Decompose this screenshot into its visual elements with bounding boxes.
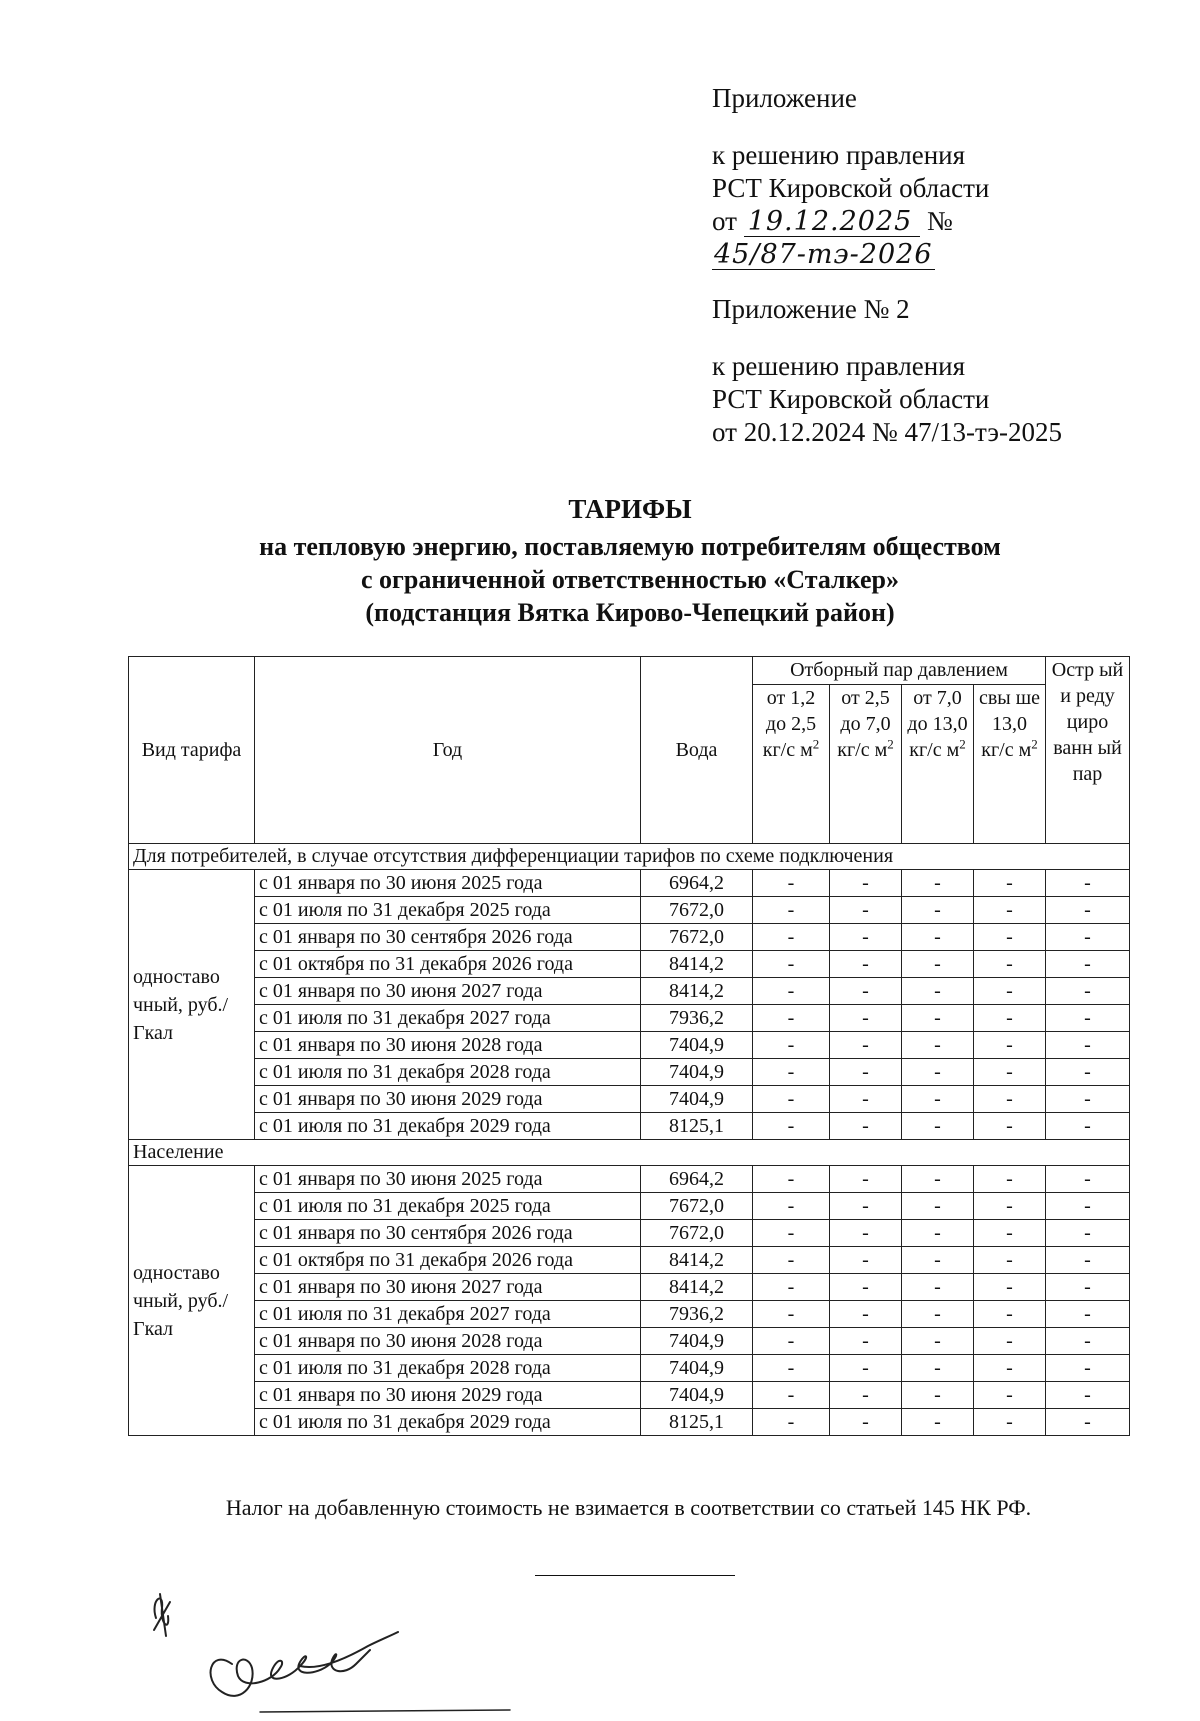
empty-dash: - [830, 1113, 902, 1140]
empty-dash: - [1046, 1382, 1130, 1409]
water-value: 8414,2 [641, 951, 753, 978]
water-value: 7936,2 [641, 1005, 753, 1032]
period-cell: с 01 января по 30 июня 2025 года [255, 1166, 641, 1193]
closing-rule [535, 1575, 735, 1576]
empty-dash: - [902, 1193, 974, 1220]
empty-dash: - [753, 1409, 830, 1436]
header-row-1 [129, 657, 1130, 685]
empty-dash: - [974, 1005, 1046, 1032]
empty-dash: - [753, 1301, 830, 1328]
empty-dash: - [830, 1382, 902, 1409]
header-steam-4: свы ше 13,0 кг/с $м^2$ [974, 685, 1046, 844]
empty-dash: - [974, 1328, 1046, 1355]
empty-dash: - [830, 1247, 902, 1274]
empty-dash: - [753, 1274, 830, 1301]
empty-dash: - [830, 1220, 902, 1247]
table-row [129, 1113, 1130, 1140]
water-value: 8125,1 [641, 1113, 753, 1140]
section-row [129, 1140, 1130, 1166]
table-row [129, 1059, 1130, 1086]
empty-dash: - [974, 1193, 1046, 1220]
section-title: Население [129, 1140, 1130, 1166]
period-cell: с 01 июля по 31 декабря 2027 года [255, 1301, 641, 1328]
appendix-2-authority: РСТ Кировской области [712, 384, 990, 414]
empty-dash: - [753, 1059, 830, 1086]
number-sign: № [927, 206, 953, 236]
empty-dash: - [902, 1247, 974, 1274]
empty-dash: - [974, 1301, 1046, 1328]
handwritten-date: 19.12.2025 [744, 208, 921, 237]
empty-dash: - [830, 897, 902, 924]
water-value: 7404,9 [641, 1382, 753, 1409]
empty-dash: - [1046, 1220, 1130, 1247]
empty-dash: - [1046, 1005, 1130, 1032]
period-cell: с 01 января по 30 июня 2027 года [255, 1274, 641, 1301]
water-value: 7672,0 [641, 924, 753, 951]
empty-dash: - [974, 1113, 1046, 1140]
table-row [129, 897, 1130, 924]
section-title: Для потребителей, в случае отсутствия дифференциации тарифов по схеме подключения [129, 844, 1130, 870]
table-row [129, 1086, 1130, 1113]
empty-dash: - [902, 1409, 974, 1436]
empty-dash: - [974, 951, 1046, 978]
empty-dash: - [830, 1032, 902, 1059]
table-row [129, 870, 1130, 897]
period-cell: с 01 января по 30 июня 2027 года [255, 978, 641, 1005]
empty-dash: - [1046, 924, 1130, 951]
empty-dash: - [753, 1355, 830, 1382]
empty-dash: - [753, 924, 830, 951]
appendix-title: Приложение [712, 83, 857, 113]
from-prefix: от [712, 206, 737, 236]
period-cell: с 01 июля по 31 декабря 2029 года [255, 1409, 641, 1436]
table-row [129, 1166, 1130, 1193]
empty-dash: - [830, 1086, 902, 1113]
empty-dash: - [753, 1382, 830, 1409]
empty-dash: - [902, 1059, 974, 1086]
table-row [129, 978, 1130, 1005]
empty-dash: - [753, 870, 830, 897]
period-cell: с 01 января по 30 июня 2028 года [255, 1032, 641, 1059]
water-value: 7404,9 [641, 1328, 753, 1355]
empty-dash: - [753, 1005, 830, 1032]
empty-dash: - [902, 1113, 974, 1140]
empty-dash: - [830, 924, 902, 951]
empty-dash: - [753, 1113, 830, 1140]
empty-dash: - [974, 1220, 1046, 1247]
appendix-2-title: Приложение № 2 [712, 294, 910, 324]
empty-dash: - [902, 1032, 974, 1059]
water-value: 8414,2 [641, 978, 753, 1005]
empty-dash: - [830, 1274, 902, 1301]
tariff-kind: одноставо чный, руб./Гкал [129, 870, 255, 1140]
empty-dash: - [974, 897, 1046, 924]
tariff-kind: одноставо чный, руб./Гкал [129, 1166, 255, 1436]
empty-dash: - [1046, 1247, 1130, 1274]
title-line-1: на тепловую энергию, поставляемую потребителям обществом [259, 532, 1001, 561]
period-cell: с 01 июля по 31 декабря 2027 года [255, 1005, 641, 1032]
empty-dash: - [1046, 1328, 1130, 1355]
empty-dash: - [1046, 1113, 1130, 1140]
empty-dash: - [974, 1059, 1046, 1086]
water-value: 8414,2 [641, 1247, 753, 1274]
section-row [129, 844, 1130, 870]
water-value: 8414,2 [641, 1274, 753, 1301]
empty-dash: - [830, 1355, 902, 1382]
empty-dash: - [753, 1193, 830, 1220]
empty-dash: - [974, 1355, 1046, 1382]
table-row [129, 1005, 1130, 1032]
water-value: 8125,1 [641, 1409, 753, 1436]
empty-dash: - [974, 1409, 1046, 1436]
empty-dash: - [1046, 870, 1130, 897]
empty-dash: - [1046, 1409, 1130, 1436]
period-cell: с 01 июля по 31 декабря 2028 года [255, 1355, 641, 1382]
header-steam-2: от 2,5 до 7,0 кг/с $м^2$ [830, 685, 902, 844]
table-row [129, 1274, 1130, 1301]
period-cell: с 01 января по 30 июня 2028 года [255, 1328, 641, 1355]
empty-dash: - [902, 1005, 974, 1032]
title-line-3: (подстанция Вятка Кирово-Чепецкий район) [365, 598, 895, 627]
water-value: 7672,0 [641, 1193, 753, 1220]
tariffs-table [128, 656, 1130, 1436]
empty-dash: - [753, 1032, 830, 1059]
table-row [129, 1328, 1130, 1355]
empty-dash: - [974, 1086, 1046, 1113]
empty-dash: - [974, 870, 1046, 897]
water-value: 7936,2 [641, 1301, 753, 1328]
empty-dash: - [902, 924, 974, 951]
empty-dash: - [902, 1220, 974, 1247]
empty-dash: - [974, 1382, 1046, 1409]
table-row [129, 1355, 1130, 1382]
table-row [129, 1247, 1130, 1274]
table-row [129, 1032, 1130, 1059]
tariffs-body [129, 844, 1130, 1436]
empty-dash: - [1046, 1274, 1130, 1301]
period-cell: с 01 января по 30 июня 2025 года [255, 870, 641, 897]
period-cell: с 01 октября по 31 декабря 2026 года [255, 951, 641, 978]
empty-dash: - [830, 1328, 902, 1355]
empty-dash: - [974, 924, 1046, 951]
water-value: 7672,0 [641, 1220, 753, 1247]
empty-dash: - [1046, 1166, 1130, 1193]
empty-dash: - [974, 978, 1046, 1005]
empty-dash: - [974, 1247, 1046, 1274]
water-value: 6964,2 [641, 870, 753, 897]
empty-dash: - [1046, 1086, 1130, 1113]
empty-dash: - [902, 1166, 974, 1193]
empty-dash: - [974, 1166, 1046, 1193]
appendix-2-ref-line: к решению правления [712, 351, 966, 381]
table-row [129, 1382, 1130, 1409]
header-water: Вода [641, 657, 753, 844]
empty-dash: - [902, 897, 974, 924]
appendix-2-date-number: от 20.12.2024 № 47/13-тэ-2025 [712, 417, 1062, 447]
empty-dash: - [902, 1328, 974, 1355]
empty-dash: - [902, 1086, 974, 1113]
empty-dash: - [753, 897, 830, 924]
empty-dash: - [830, 1166, 902, 1193]
title-main: ТАРИФЫ [568, 494, 692, 524]
empty-dash: - [753, 1086, 830, 1113]
empty-dash: - [830, 1005, 902, 1032]
empty-dash: - [902, 1274, 974, 1301]
empty-dash: - [974, 1032, 1046, 1059]
empty-dash: - [1046, 1301, 1130, 1328]
header-steam-3: от 7,0 до 13,0 кг/с $м^2$ [902, 685, 974, 844]
header-steam-1: от 1,2 до 2,5 кг/с $м^2$ [753, 685, 830, 844]
table-row [129, 1220, 1130, 1247]
appendix-header [712, 82, 1182, 449]
empty-dash: - [1046, 1193, 1130, 1220]
table-row [129, 924, 1130, 951]
table-row [129, 1193, 1130, 1220]
period-cell: с 01 января по 30 сентября 2026 года [255, 924, 641, 951]
vat-footnote: Налог на добавленную стоимость не взимается в соответствии со статьей 145 НК РФ. [225, 1495, 1032, 1520]
period-cell: с 01 января по 30 июня 2029 года [255, 1382, 641, 1409]
water-value: 7404,9 [641, 1086, 753, 1113]
empty-dash: - [753, 1166, 830, 1193]
empty-dash: - [1046, 951, 1130, 978]
empty-dash: - [902, 1301, 974, 1328]
water-value: 7404,9 [641, 1059, 753, 1086]
empty-dash: - [830, 1193, 902, 1220]
empty-dash: - [753, 1220, 830, 1247]
empty-dash: - [830, 1301, 902, 1328]
appendix-handwritten-ref [712, 205, 1182, 271]
period-cell: с 01 января по 30 сентября 2026 года [255, 1220, 641, 1247]
period-cell: с 01 июля по 31 декабря 2028 года [255, 1059, 641, 1086]
water-value: 6964,2 [641, 1166, 753, 1193]
empty-dash: - [902, 951, 974, 978]
table-row [129, 951, 1130, 978]
empty-dash: - [753, 1247, 830, 1274]
water-value: 7672,0 [641, 897, 753, 924]
period-cell: с 01 июля по 31 декабря 2025 года [255, 897, 641, 924]
water-value: 7404,9 [641, 1355, 753, 1382]
empty-dash: - [830, 1409, 902, 1436]
table-row [129, 1409, 1130, 1436]
title-line-2: с ограниченной ответственностью «Сталкер» [361, 565, 899, 594]
header-kind: Вид тарифа [129, 657, 255, 844]
period-cell: с 01 октября по 31 декабря 2026 года [255, 1247, 641, 1274]
signature-image [140, 1580, 520, 1721]
appendix-authority: РСТ Кировской области [712, 173, 990, 203]
empty-dash: - [830, 978, 902, 1005]
empty-dash: - [1046, 1355, 1130, 1382]
empty-dash: - [902, 1355, 974, 1382]
empty-dash: - [753, 1328, 830, 1355]
empty-dash: - [974, 1274, 1046, 1301]
period-cell: с 01 июля по 31 декабря 2029 года [255, 1113, 641, 1140]
table-row [129, 1301, 1130, 1328]
empty-dash: - [830, 870, 902, 897]
water-value: 7404,9 [641, 1032, 753, 1059]
empty-dash: - [753, 951, 830, 978]
empty-dash: - [1046, 897, 1130, 924]
header-sharp-steam: Остр ый и реду циро ванн ый пар [1046, 657, 1130, 844]
empty-dash: - [1046, 1032, 1130, 1059]
empty-dash: - [753, 978, 830, 1005]
header-steam-group: Отборный пар давлением [753, 657, 1046, 685]
period-cell: с 01 января по 30 июня 2029 года [255, 1086, 641, 1113]
empty-dash: - [1046, 978, 1130, 1005]
empty-dash: - [902, 978, 974, 1005]
period-cell: с 01 июля по 31 декабря 2025 года [255, 1193, 641, 1220]
empty-dash: - [902, 1382, 974, 1409]
empty-dash: - [830, 951, 902, 978]
empty-dash: - [830, 1059, 902, 1086]
header-year: Год [255, 657, 641, 844]
document-title [150, 493, 1110, 629]
empty-dash: - [1046, 1059, 1130, 1086]
handwritten-number: 45/87-тэ-2026 [714, 239, 933, 270]
empty-dash: - [902, 870, 974, 897]
appendix-ref-line: к решению правления [712, 140, 966, 170]
